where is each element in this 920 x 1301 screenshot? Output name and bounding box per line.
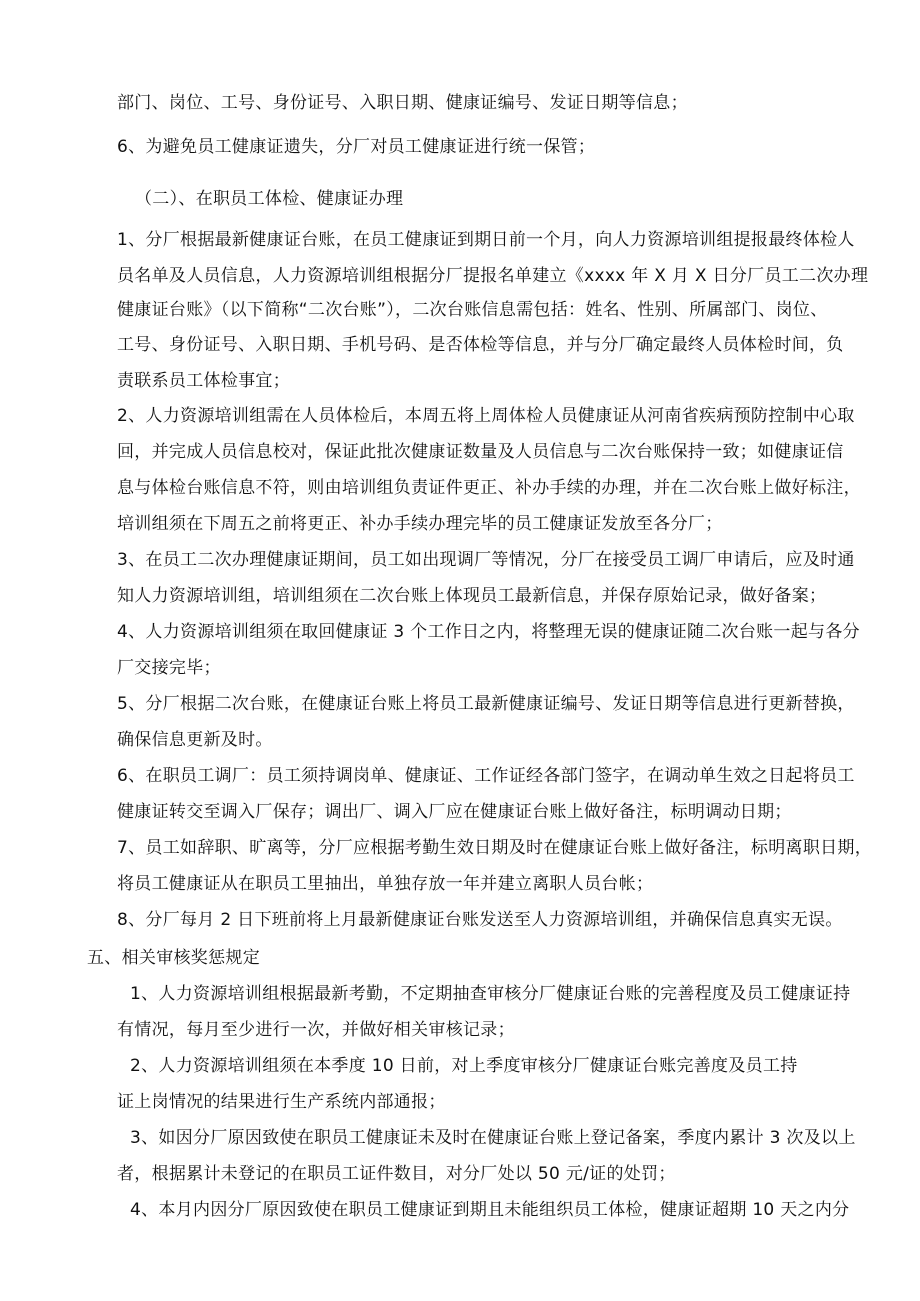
- text-line: 健康证台账》（以下简称“二次台账”），二次台账信息需包括：姓名、性别、所属部门、岗位、: [117, 300, 828, 320]
- text-line: 员名单及人员信息，人力资源培训组根据分厂提报名单建立《xxxx 年 X 月 X 日分厂员工二次办理: [117, 266, 869, 286]
- text-line: 2、人力资源培训组需在人员体检后，本周五将上周体检人员健康证从河南省疾病预防控制中心取: [117, 406, 855, 426]
- text-line: 7、员工如辞职、旷离等，分厂应根据考勤生效日期及时在健康证台账上做好备注，标明离职日期，: [117, 838, 873, 858]
- text-line: 证上岗情况的结果进行生产系统内部通报；: [117, 1092, 446, 1112]
- section-heading: 五、相关审核奖惩规定: [87, 948, 260, 968]
- text-line: 6、为避免员工健康证遗失，分厂对员工健康证进行统一保管；: [117, 137, 596, 157]
- text-line: 知人力资源培训组，培训组须在二次台账上体现员工最新信息，并保存原始记录，做好备案；: [117, 586, 827, 606]
- text-line: 息与体检台账信息不符，则由培训组负责证件更正、补办手续的办理，并在二次台账上做好标注，: [117, 478, 861, 498]
- text-line: 健康证转交至调入厂保存；调出厂、调入厂应在健康证台账上做好备注，标明调动日期；: [117, 802, 792, 822]
- text-line: 责联系员工体检事宜；: [117, 371, 290, 391]
- text-line: 4、本月内因分厂原因致使在职员工健康证到期且未能组织员工体检，健康证超期 10 天之内分: [130, 1200, 850, 1220]
- text-line: 4、人力资源培训组须在取回健康证 3 个工作日之内，将整理无误的健康证随二次台账一起与各分: [117, 622, 860, 642]
- text-line: 6、在职员工调厂：员工须持调岗单、健康证、工作证经各部门签字，在调动单生效之日起将员工: [117, 766, 855, 786]
- text-line: 2、人力资源培训组须在本季度 10 日前，对上季度审核分厂健康证台账完善度及员工持: [130, 1056, 798, 1076]
- text-line: 3、在员工二次办理健康证期间，员工如出现调厂等情况，分厂在接受员工调厂申请后，应及时通: [117, 550, 855, 570]
- text-line: 培训组须在下周五之前将更正、补办手续办理完毕的员工健康证发放至各分厂；: [117, 514, 723, 534]
- text-line: 8、分厂每月 2 日下班前将上月最新健康证台账发送至人力资源培训组，并确保信息真实无误。: [117, 910, 843, 930]
- text-line: 工号、身份证号、入职日期、手机号码、是否体检等信息，并与分厂确定最终人员体检时间，负: [117, 335, 844, 355]
- text-line: 者，根据累计未登记的在职员工证件数目，对分厂处以 50 元/证的处罚；: [117, 1164, 676, 1184]
- text-line: 1、人力资源培训组根据最新考勤，不定期抽查审核分厂健康证台账的完善程度及员工健康证持: [130, 984, 851, 1004]
- text-line: 部门、岗位、工号、身份证号、入职日期、健康证编号、发证日期等信息；: [117, 93, 688, 113]
- text-line: 将员工健康证从在职员工里抽出，单独存放一年并建立离职人员台帐；: [117, 874, 654, 894]
- section-heading: （二）、在职员工体检、健康证办理: [135, 189, 404, 209]
- text-line: 厂交接完毕；: [117, 658, 221, 678]
- text-line: 有情况，每月至少进行一次，并做好相关审核记录；: [117, 1020, 515, 1040]
- text-line: 1、分厂根据最新健康证台账，在员工健康证到期日前一个月，向人力资源培训组提报最终体检人: [117, 230, 855, 250]
- text-line: 回，并完成人员信息校对，保证此批次健康证数量及人员信息与二次台账保持一致；如健康证信: [117, 442, 844, 462]
- text-line: 确保信息更新及时。: [117, 730, 273, 750]
- text-line: 5、分厂根据二次台账，在健康证台账上将员工最新健康证编号、发证日期等信息进行更新替换，: [117, 694, 855, 714]
- text-line: 3、如因分厂原因致使在职员工健康证未及时在健康证台账上登记备案，季度内累计 3 次及以上: [130, 1128, 856, 1148]
